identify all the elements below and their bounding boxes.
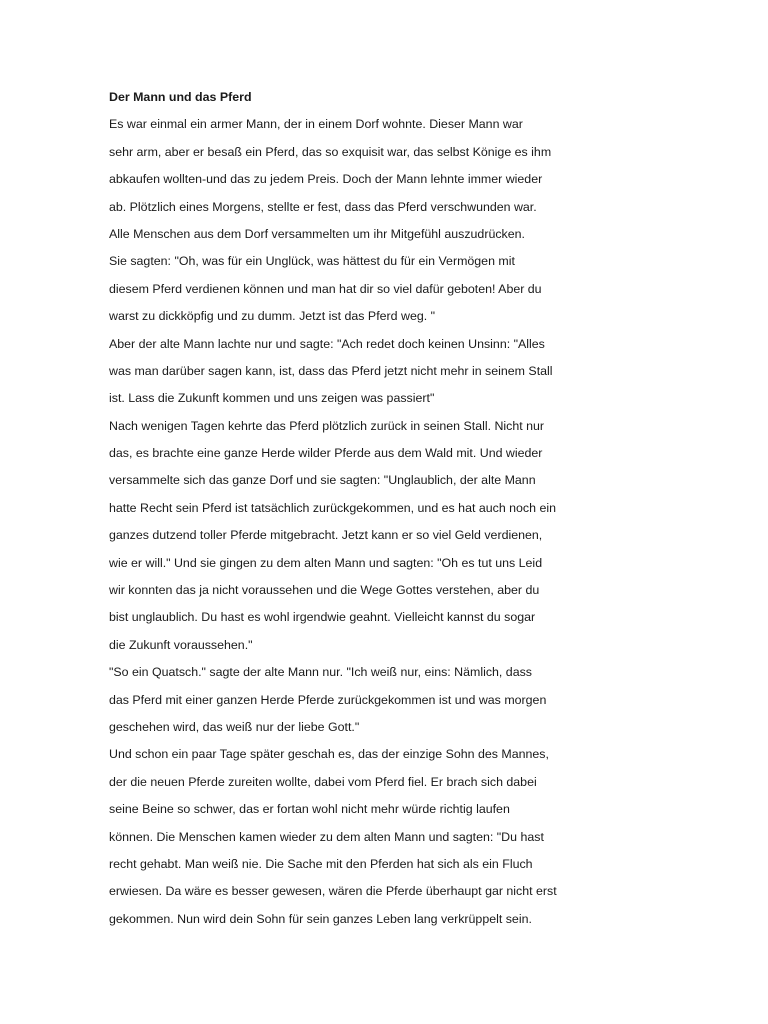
text-line: was man darüber sagen kann, ist, dass das Pferd jetzt nicht mehr in seinem Stall: [109, 363, 553, 378]
document-title: Der Mann und das Pferd: [109, 90, 252, 104]
text-line: die Zukunft voraussehen.": [109, 637, 253, 652]
document-body: [109, 84, 589, 933]
text-line: Sie sagten: "Oh, was für ein Unglück, was hättest du für ein Vermögen mit: [109, 254, 515, 269]
text-line: das Pferd mit einer ganzen Herde Pferde zurückgekommen ist und was morgen: [109, 692, 547, 707]
text-line: Alle Menschen aus dem Dorf versammelten um ihr Mitgefühl auszudrücken.: [109, 226, 525, 241]
text-line: "So ein Quatsch." sagte der alte Mann nur. "Ich weiß nur, eins: Nämlich, dass: [109, 665, 532, 680]
text-line: können. Die Menschen kamen wieder zu dem alten Mann und sagten: "Du hast: [109, 829, 544, 844]
text-line: der die neuen Pferde zureiten wollte, dabei vom Pferd fiel. Er brach sich dabei: [109, 774, 537, 789]
text-line: geschehen wird, das weiß nur der liebe Gott.": [109, 719, 360, 734]
text-line: Nach wenigen Tagen kehrte das Pferd plötzlich zurück in seinen Stall. Nicht nur: [109, 418, 545, 433]
text-line: wie er will." Und sie gingen zu dem alten Mann und sagten: "Oh es tut uns Leid: [109, 555, 543, 570]
text-line: bist unglaublich. Du hast es wohl irgendwie geahnt. Vielleicht kannst du sogar: [109, 610, 536, 625]
text-line: sehr arm, aber er besaß ein Pferd, das so exquisit war, das selbst Könige es ihm: [109, 144, 552, 159]
text-line: versammelte sich das ganze Dorf und sie sagten: "Unglaublich, der alte Mann: [109, 473, 536, 488]
text-line: erwiesen. Da wäre es besser gewesen, wären die Pferde überhaupt gar nicht erst: [109, 884, 557, 899]
text-line: gekommen. Nun wird dein Sohn für sein ganzes Leben lang verkrüppelt sein.: [109, 911, 532, 926]
text-line: seine Beine so schwer, das er fortan wohl nicht mehr würde richtig laufen: [109, 802, 510, 817]
text-line: ist. Lass die Zukunft kommen und uns zeigen was passiert": [109, 391, 435, 406]
text-line: recht gehabt. Man weiß nie. Die Sache mit den Pferden hat sich als ein Fluch: [109, 856, 533, 871]
text-line: wir konnten das ja nicht voraussehen und die Wege Gottes verstehen, aber du: [109, 583, 540, 598]
text-line: hatte Recht sein Pferd ist tatsächlich zurückgekommen, und es hat auch noch ein: [109, 500, 557, 515]
text-line: Es war einmal ein armer Mann, der in einem Dorf wohnte. Dieser Mann war: [109, 117, 523, 132]
text-line: das, es brachte eine ganze Herde wilder Pferde aus dem Wald mit. Und wieder: [109, 446, 543, 461]
text-line: abkaufen wollten-und das zu jedem Preis. Doch der Mann lehnte immer wieder: [109, 172, 543, 187]
text-line: diesem Pferd verdienen können und man hat dir so viel dafür geboten! Aber du: [109, 281, 542, 296]
text-line: warst zu dickköpfig und zu dumm. Jetzt ist das Pferd weg. ": [109, 309, 436, 324]
text-line: ab. Plötzlich eines Morgens, stellte er fest, dass das Pferd verschwunden war.: [109, 199, 537, 214]
text-line: Aber der alte Mann lachte nur und sagte: "Ach redet doch keinen Unsinn: "Alles: [109, 336, 545, 351]
text-line: ganzes dutzend toller Pferde mitgebracht. Jetzt kann er so viel Geld verdienen,: [109, 528, 543, 543]
text-line: Und schon ein paar Tage später geschah es, das der einzige Sohn des Mannes,: [109, 747, 549, 762]
